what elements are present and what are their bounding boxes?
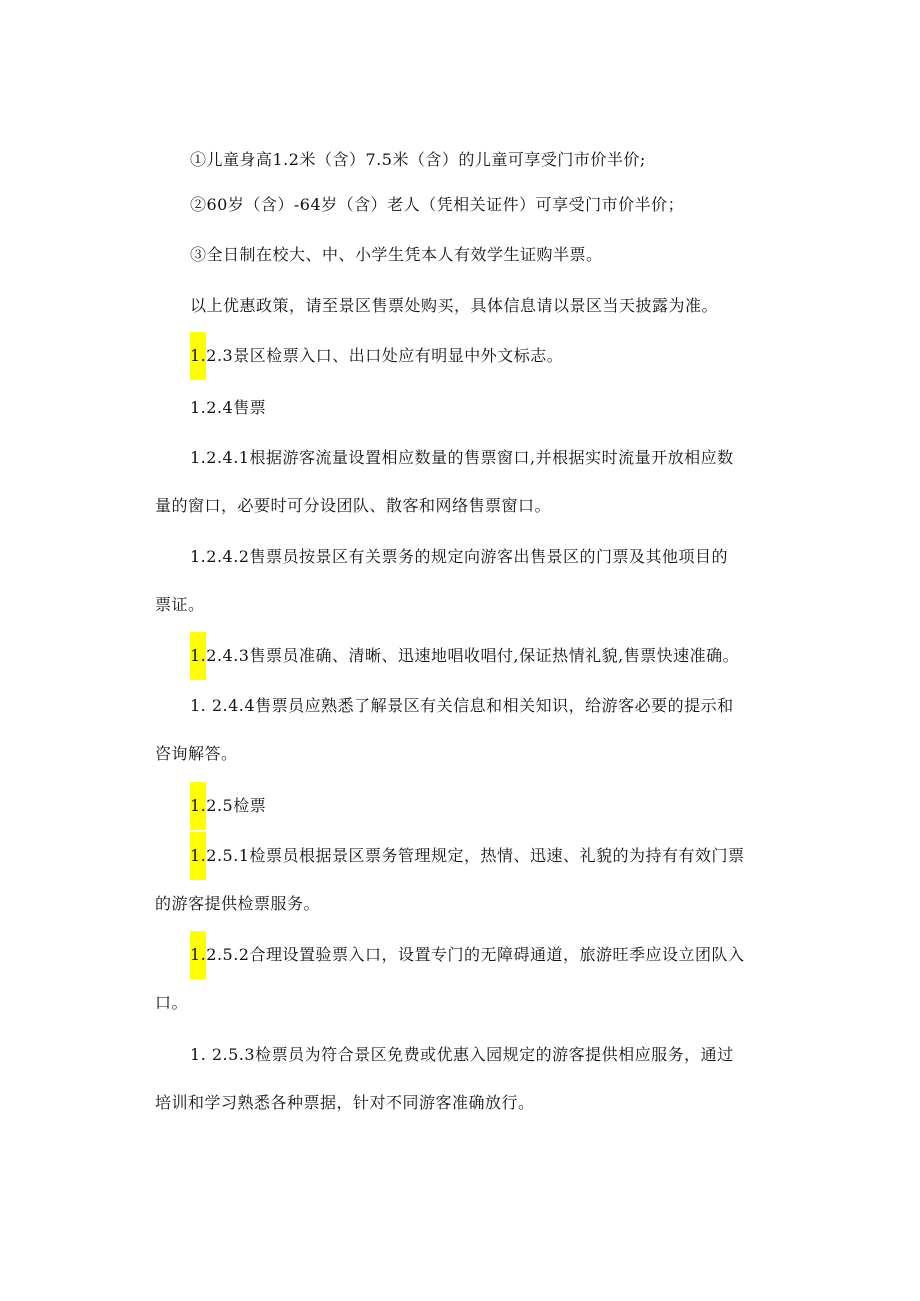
highlight-mark: 1. xyxy=(190,832,206,880)
highlight-mark: 1. xyxy=(190,632,206,680)
paragraph-1-2-4-1-cont: 量的窗口，必要时可分设团队、散客和网络售票窗口。 xyxy=(155,496,552,515)
paragraph-1-2-5-1-cont: 的游客提供检票服务。 xyxy=(155,894,321,913)
highlight-mark: 1. xyxy=(190,782,206,830)
paragraph-1-2-5-3-cont: 培训和学习熟悉各种票据，针对不同游客准确放行。 xyxy=(155,1093,535,1112)
paragraph-1-2-5-3: 1. 2.5.3检票员为符合景区免费或优惠入园规定的游客提供相应服务，通过 xyxy=(190,1045,734,1064)
paragraph-child-discount: ①儿童身高1.2米（含）7.5米（含）的儿童可享受门市价半价; xyxy=(190,150,646,169)
paragraph-1-2-4-3: 1.2.4.3售票员准确、清晰、迅速地唱收唱付,保证热情礼貌,售票快速准确。 xyxy=(190,646,739,666)
heading-1-2-5: 1.2.5检票 xyxy=(190,796,266,816)
paragraph-1-2-4-2-cont: 票证。 xyxy=(155,595,205,614)
highlight-mark: 1. xyxy=(190,931,206,979)
highlight-mark: 1. xyxy=(190,332,206,380)
paragraph-1-2-4-1: 1.2.4.1根据游客流量设置相应数量的售票窗口,并根据实时流量开放相应数 xyxy=(190,448,734,467)
heading-1-2-4: 1.2.4售票 xyxy=(190,398,267,417)
paragraph-1-2-5-2: 1.2.5.2合理设置验票入口，设置专门的无障碍通道，旅游旺季应设立团队入 xyxy=(190,945,744,965)
paragraph-1-2-4-4-cont: 咨询解答。 xyxy=(155,744,238,763)
paragraph-policy-note: 以上优惠政策，请至景区售票处购买，具体信息请以景区当天披露为准。 xyxy=(190,296,719,315)
paragraph-1-2-4-4: 1. 2.4.4售票员应熟悉了解景区有关信息和相关知识，给游客必要的提示和 xyxy=(190,696,734,715)
paragraph-student-discount: ③全日制在校大、中、小学生凭本人有效学生证购半票。 xyxy=(190,245,603,264)
paragraph-1-2-3: 1.2.3景区检票入口、出口处应有明显中外文标志。 xyxy=(190,346,563,366)
paragraph-1-2-4-2: 1.2.4.2售票员按景区有关票务的规定向游客出售景区的门票及其他项目的 xyxy=(190,547,728,566)
paragraph-senior-discount: ②60岁（含）-64岁（含）老人（凭相关证件）可享受门市价半价； xyxy=(190,195,685,214)
paragraph-1-2-5-1: 1.2.5.1检票员根据景区票务管理规定，热情、迅速、礼貌的为持有有效门票 xyxy=(190,846,744,866)
paragraph-1-2-5-2-cont: 口。 xyxy=(155,993,189,1012)
